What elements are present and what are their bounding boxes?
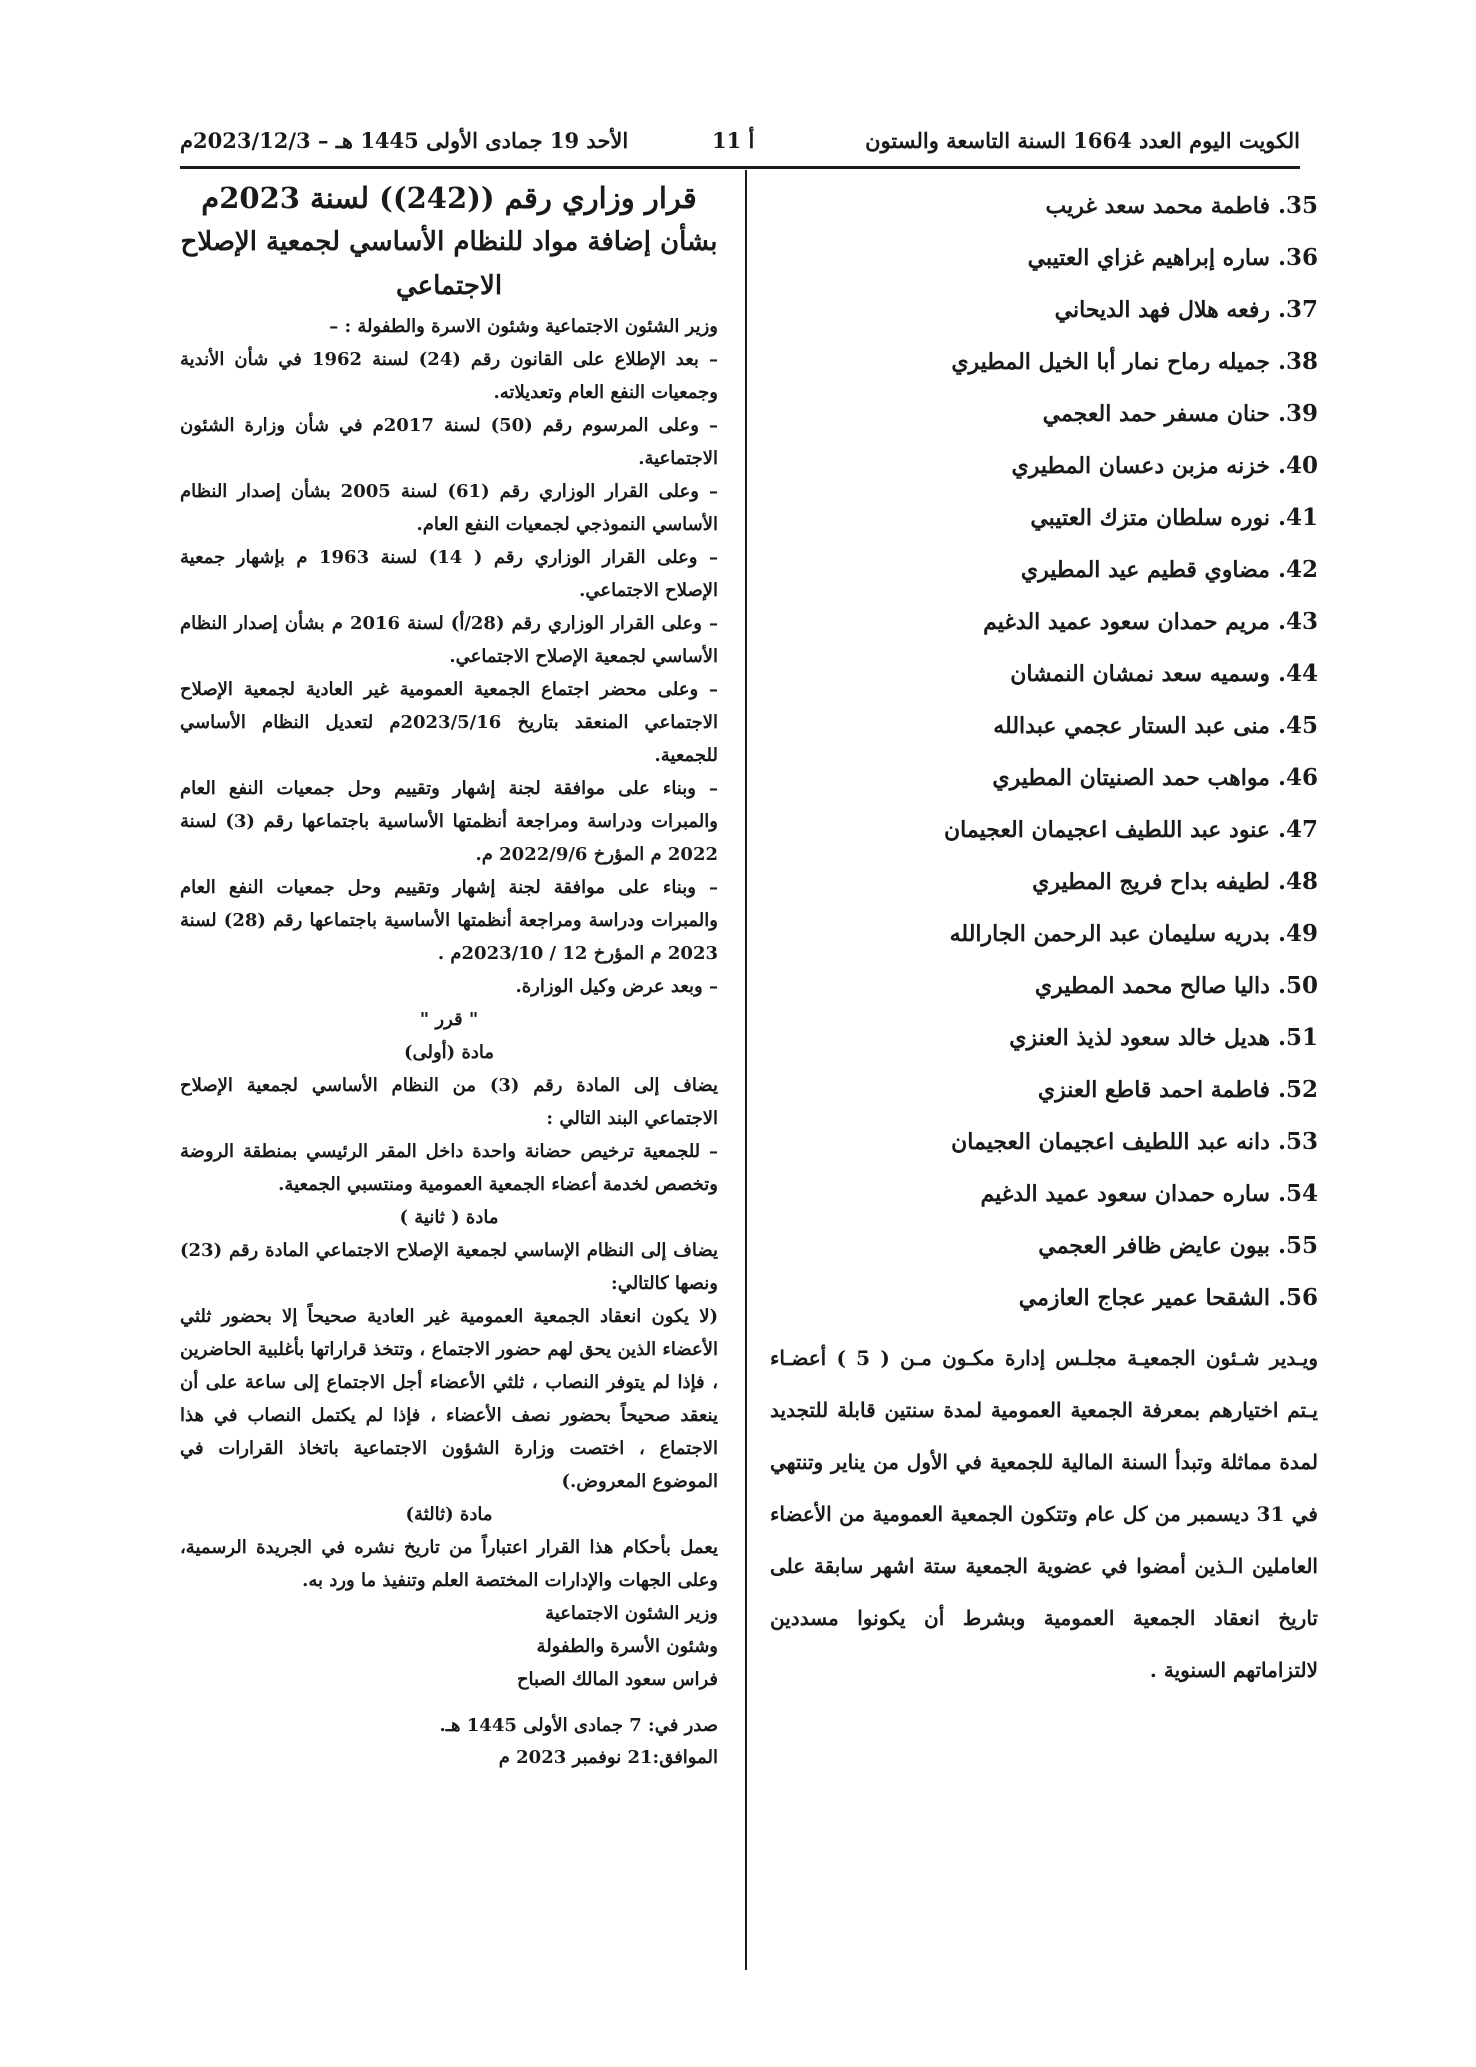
- list-item-name: خزنه مزبن دعسان المطيري: [1011, 453, 1270, 479]
- decree-subtitle: بشأن إضافة مواد للنظام الأساسي لجمعية الإصلاح الاجتماعي: [180, 227, 718, 301]
- list-item-number: 53.: [1277, 1128, 1318, 1155]
- list-item-number: 46.: [1277, 764, 1318, 791]
- article-2-body: [180, 1234, 718, 1498]
- list-item-name: عنود عبد اللطيف اعجيمان العجيمان: [944, 817, 1270, 843]
- issue-dates: [180, 1710, 718, 1774]
- list-item-number: 38.: [1277, 348, 1318, 375]
- list-item: [770, 544, 1318, 596]
- list-item: [770, 908, 1318, 960]
- list-item: [770, 1012, 1318, 1064]
- preamble-paragraph: وزير الشئون الاجتماعية وشئون الاسرة والطفولة : –: [329, 316, 718, 337]
- list-item-number: 44.: [1277, 660, 1318, 687]
- article-paragraph: يضاف إلى النظام الإساسي لجمعية الإصلاح الاجتماعي المادة رقم (23) ونصها كالتالي:: [180, 1240, 718, 1294]
- corresponding-date: الموافق:21 نوفمبر 2023 م: [498, 1747, 718, 1768]
- list-item-number: 47.: [1277, 816, 1318, 843]
- list-item: [770, 1168, 1318, 1220]
- article-1-body: [180, 1069, 718, 1201]
- list-item-name: فاطمة احمد قاطع العنزي: [1037, 1077, 1270, 1103]
- preamble-paragraph: – وعلى القرار الوزاري رقم (61) لسنة 2005 بشأن إصدار النظام الأساسي النموذجي لجمعيات النفع العام.: [180, 481, 719, 535]
- list-item-number: 40.: [1277, 452, 1318, 479]
- left-column: [180, 176, 718, 1774]
- list-item-name: لطيفه بداح فريج المطيري: [1032, 869, 1270, 895]
- list-item: [770, 1220, 1318, 1272]
- header-page-number: أ 11: [712, 128, 755, 153]
- list-item: [770, 1272, 1318, 1324]
- header-issue-info: الكويت اليوم العدد 1664 السنة التاسعة والستون: [865, 128, 1300, 153]
- signature-block: [180, 1597, 718, 1696]
- article-1-title: مادة (أولى): [403, 1042, 495, 1063]
- list-item-number: 48.: [1277, 868, 1318, 895]
- list-item-number: 56.: [1277, 1284, 1318, 1311]
- list-item-number: 37.: [1277, 296, 1318, 323]
- list-item: [770, 648, 1318, 700]
- list-item: [770, 440, 1318, 492]
- list-item: [770, 180, 1318, 232]
- list-item-name: رفعه هلال فهد الديحاني: [1054, 297, 1270, 323]
- list-item-name: نوره سلطان متزك العتيبي: [1030, 505, 1270, 531]
- list-item-name: حنان مسفر حمد العجمي: [1042, 401, 1270, 427]
- list-item-number: 36.: [1277, 244, 1318, 271]
- article-3-body: [180, 1531, 718, 1597]
- preamble-paragraph: – وعلى محضر اجتماع الجمعية العمومية غير العادية لجمعية الإصلاح الاجتماعي المنعقد بتاريخ 2023/5/16م لتعديل النظام الأساسي للجمعية.: [180, 679, 718, 766]
- article-3-title: مادة (ثالثة): [405, 1504, 493, 1525]
- list-item-name: مريم حمدان سعود عميد الدغيم: [983, 609, 1270, 635]
- article-paragraph: يضاف إلى المادة رقم (3) من النظام الأساسي لجمعية الإصلاح الاجتماعي البند التالي :: [180, 1075, 718, 1129]
- list-item-name: داليا صالح محمد المطيري: [1034, 973, 1270, 999]
- list-item: [770, 960, 1318, 1012]
- preamble-paragraph: – وعلى القرار الوزاري رقم ( 14) لسنة 1963 م بإشهار جمعية الإصلاح الاجتماعي.: [180, 547, 718, 601]
- list-item-name: فاطمة محمد سعد غريب: [1045, 193, 1270, 219]
- list-item: [770, 388, 1318, 440]
- signature-line: فراس سعود المالك الصباح: [516, 1669, 718, 1690]
- list-item: [770, 596, 1318, 648]
- list-item-number: 39.: [1277, 400, 1318, 427]
- list-item-number: 55.: [1277, 1232, 1318, 1259]
- list-item-number: 42.: [1277, 556, 1318, 583]
- list-item: [770, 1116, 1318, 1168]
- list-item-number: 50.: [1277, 972, 1318, 999]
- list-item-name: جميله رماح نمار أبا الخيل المطيري: [951, 349, 1270, 375]
- list-item: [770, 856, 1318, 908]
- list-item: [770, 232, 1318, 284]
- preamble-paragraph: – وعلى المرسوم رقم (50) لسنة 2017م في شأن وزارة الشئون الاجتماعية.: [180, 415, 718, 469]
- list-item-name: هديل خالد سعود لذيذ العنزي: [1009, 1025, 1270, 1051]
- signature-line: وزير الشئون الاجتماعية: [545, 1603, 718, 1624]
- page-header: [180, 128, 1300, 166]
- decides-heading: " قرر ": [419, 1009, 479, 1030]
- list-item-name: منى عبد الستار عجمي عبدالله: [993, 713, 1270, 739]
- board-paragraph: ويـدير شـئون الجمعيـة مجلـس إدارة مكـون مـن ( 5 ) أعضـاء يـتم اختيارهم بمعرفة الجمعية العمومية لمدة سنتين قابلة للتجديد لمدة مماثلة وتبدأ السنة المالية للجمعية في الأول من يناير وتنتهي في 31 ديسمبر من كل عام وتتكون الجمعية العمومية من الأعضاء العاملين الـذين أمضوا في عضوية الجمعية ستة اشهر سابقة على تاريخ انعقاد الجمعية العمومية وبشرط أن يكونوا مسددين لالتزاماتهم السنوية .: [770, 1346, 1318, 1682]
- list-item-number: 52.: [1277, 1076, 1318, 1103]
- list-item-name: الشقحا عمير عجاج العازمي: [1018, 1285, 1270, 1311]
- article-2-title: مادة ( ثانية ): [399, 1207, 499, 1228]
- preamble-paragraph: – وبعد عرض وكيل الوزارة.: [515, 976, 718, 997]
- preamble-paragraph: – وبناء على موافقة لجنة إشهار وتقييم وحل جمعيات النفع العام والمبرات ودراسة ومراجعة أنظمتها الأساسية باجتماعها رقم (28) لسنة 2023 م المؤرخ 12 / 2023/10م .: [180, 877, 718, 964]
- list-item-number: 54.: [1277, 1180, 1318, 1207]
- member-list: [770, 180, 1318, 1324]
- issued-date: صدر في: 7 جمادى الأولى 1445 هـ.: [439, 1715, 718, 1736]
- list-item-name: وسميه سعد نمشان النمشان: [1010, 661, 1270, 687]
- list-item-number: 45.: [1277, 712, 1318, 739]
- list-item-number: 35.: [1277, 192, 1318, 219]
- decree-title: قرار وزاري رقم ((242)) لسنة 2023م: [201, 181, 697, 215]
- list-item: [770, 492, 1318, 544]
- list-item-name: دانه عبد اللطيف اعجيمان العجيمان: [951, 1129, 1270, 1155]
- list-item-number: 51.: [1277, 1024, 1318, 1051]
- list-item: [770, 284, 1318, 336]
- list-item-number: 41.: [1277, 504, 1318, 531]
- header-rule: [180, 166, 1300, 169]
- article-paragraph: يعمل بأحكام هذا القرار اعتباراً من تاريخ نشره في الجريدة الرسمية، وعلى الجهات والإدارات المختصة العلم وتنفيذ ما ورد به.: [180, 1537, 718, 1591]
- list-item-number: 43.: [1277, 608, 1318, 635]
- list-item-name: بيون عايض ظافر العجمي: [1038, 1233, 1270, 1259]
- preamble-paragraph: – وبناء على موافقة لجنة إشهار وتقييم وحل جمعيات النفع العام والمبرات ودراسة ومراجعة أنظمتها الأساسية باجتماعها رقم (3) لسنة 2022 م المؤرخ 2022/9/6 م.: [180, 778, 718, 865]
- article-paragraph: – للجمعية ترخيص حضانة واحدة داخل المقر الرئيسي بمنطقة الروضة وتخصص لخدمة أعضاء الجمعية العمومية ومنتسبي الجمعية.: [180, 1141, 718, 1195]
- list-item-name: ساره إبراهيم غزاي العتيبي: [1027, 245, 1270, 271]
- signature-line: وشئون الأسرة والطفولة: [536, 1636, 718, 1657]
- decree-preamble: [180, 310, 718, 1003]
- list-item-number: 49.: [1277, 920, 1318, 947]
- preamble-paragraph: – وعلى القرار الوزاري رقم (28/أ) لسنة 2016 م بشأن إصدار النظام الأساسي لجمعية الإصلاح الاجتماعي.: [180, 613, 718, 667]
- list-item: [770, 804, 1318, 856]
- list-item: [770, 336, 1318, 388]
- list-item: [770, 700, 1318, 752]
- list-item-name: بدريه سليمان عبد الرحمن الجارالله: [949, 921, 1270, 947]
- column-divider: [745, 170, 747, 1970]
- article-paragraph: (لا يكون انعقاد الجمعية العمومية غير العادية صحيحاً إلا بحضور ثلثي الأعضاء الذين يحق لهم حضور الاجتماع ، وتتخذ قراراتها بأغلبية الحاضرين ، فإذا لم يتوفر النصاب ، ثلثي الأعضاء أجل الاجتماع إلى ساعة على أن ينعقد صحيحاً بحضور نصف الأعضاء ، فإذا لم يكتمل النصاب في هذا الاجتماع ، اختصت وزارة الشؤون الاجتماعية باتخاذ القرارات في الموضوع المعروض.): [180, 1306, 719, 1492]
- preamble-paragraph: – بعد الإطلاع على القانون رقم (24) لسنة 1962 في شأن الأندية وجمعيات النفع العام وتعديلاته.: [180, 349, 718, 403]
- list-item-name: مضاوي قطيم عيد المطيري: [1020, 557, 1270, 583]
- list-item: [770, 752, 1318, 804]
- list-item: [770, 1064, 1318, 1116]
- right-column: [770, 180, 1318, 1716]
- header-date: الأحد 19 جمادى الأولى 1445 هـ – 2023/12/3م: [180, 128, 629, 153]
- list-item-name: مواهب حمد الصنيتان المطيري: [992, 765, 1270, 791]
- list-item-name: ساره حمدان سعود عميد الدغيم: [980, 1181, 1270, 1207]
